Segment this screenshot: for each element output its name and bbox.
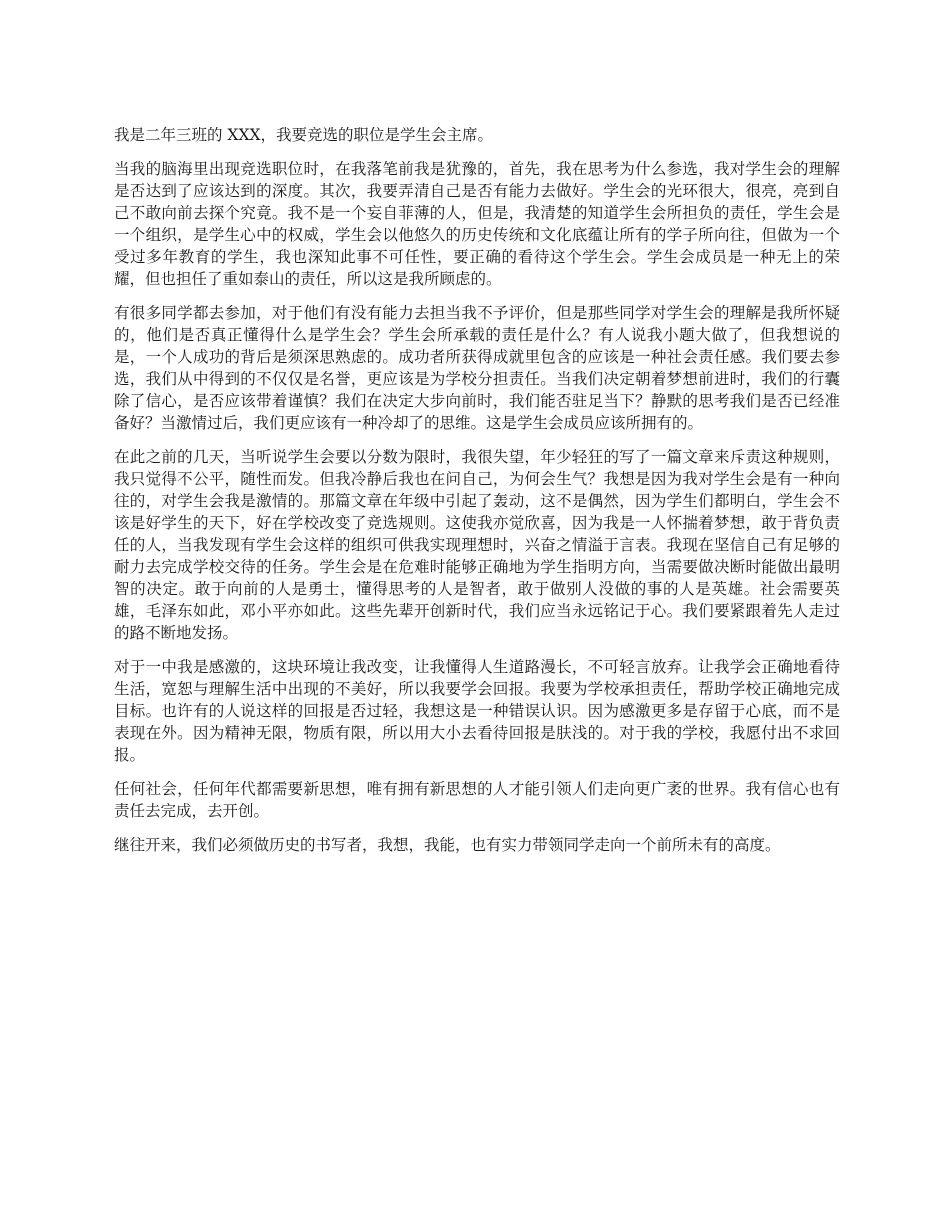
paragraph-intro: 我是二年三班的 XXX，我要竞选的职位是学生会主席。	[114, 126, 494, 144]
paragraph-gratitude: 对于一中我是感激的，这块环境让我改变，让我懂得人生道路漫长，不可轻言放弃。让我学会正确地看待生活，宽恕与理解生活中出现的不美好，所以我要学会回报。我要为学校承担责任，帮助学校正确地完成目标。也许有的人说这样的回报是否过轻，我想这是一种错误认识。因为感激更多是存留于心底，而不是表现在外。因为精神无限，物质有限，所以用大小去看待回报是肤浅的。对于我的学校，我愿付出不求回报。	[114, 658, 840, 764]
paragraph-responsibility: 有很多同学都去参加，对于他们有没有能力去担当我不予评价，但是那些同学对学生会的理解是我所怀疑的，他们是否真正懂得什么是学生会？学生会所承载的责任是什么？有人说我小题大做了，但我想说的是，一个人成功的背后是须深思熟虑的。成功者所获得成就里包含的应该是一种社会责任感。我们要去参选，我们从中得到的不仅仅是名誉，更应该是为学校分担责任。当我们决定朝着梦想前进时，我们的行囊除了信心，是否应该带着谨慎？我们在决定大步向前时，我们能否驻足当下？静默的思考我们是否已经准备好？当激情过后，我们更应该有一种冷却了的思维。这是学生会成员应该所拥有的。	[114, 304, 840, 432]
paragraph-conclusion: 继往开来，我们必须做历史的书写者，我想，我能，也有实力带领同学走向一个前所未有的高度。	[114, 836, 781, 854]
paragraph-rules-change: 在此之前的几天，当听说学生会要以分数为限时，我很失望，年少轻狂的写了一篇文章来斥责这种规则，我只觉得不公平，随性而发。但我冷静后我也在问自己，为何会生气？我想是因为我对学生会是有一种向往的，对学生会我是激情的。那篇文章在年级中引起了轰动，这不是偶然，因为学生们都明白，学生会不该是好学生的天下，好在学校改变了竞选规则。这使我亦觉欣喜，因为我是一人怀揣着梦想，敢于背负责任的人，当我发现有学生会这样的组织可供我实现理想时，兴奋之情溢于言表。我现在坚信自己有足够的耐力去完成学校交待的任务。学生会是在危难时能够正确地为学生指明方向，当需要做决断时能做出最明智的决定。敢于向前的人是勇士，懂得思考的人是智者，敢于做别人没做的事的人是英雄。社会需要英雄，毛泽东如此，邓小平亦如此。这些先辈开创新时代，我们应当永远铭记于心。我们要紧跟着先人走过的路不断地发扬。	[114, 448, 840, 642]
paragraph-hesitation: 当我的脑海里出现竞选职位时，在我落笔前我是犹豫的，首先，我在思考为什么参选，我对学生会的理解是否达到了应该达到的深度。其次，我要弄清自己是否有能力去做好。学生会的光环很大，很亮，亮到自己不敢向前去探个究竟。我不是一个妄自菲薄的人，但是，我清楚的知道学生会所担负的责任，学生会是一个组织，是学生心中的权威，学生会以他悠久的历史传统和文化底蕴让所有的学子所向往，但做为一个受过多年教育的学生，我也深知此事不可任性，要正确的看待这个学生会。学生会成员是一种无上的荣耀，但也担任了重如泰山的责任，所以这是我所顾虑的。	[114, 160, 840, 288]
document-page	[114, 124, 840, 868]
paragraph-new-thinking: 任何社会，任何年代都需要新思想，唯有拥有新思想的人才能引领人们走向更广袤的世界。我有信心也有责任去完成，去开创。	[114, 780, 840, 820]
